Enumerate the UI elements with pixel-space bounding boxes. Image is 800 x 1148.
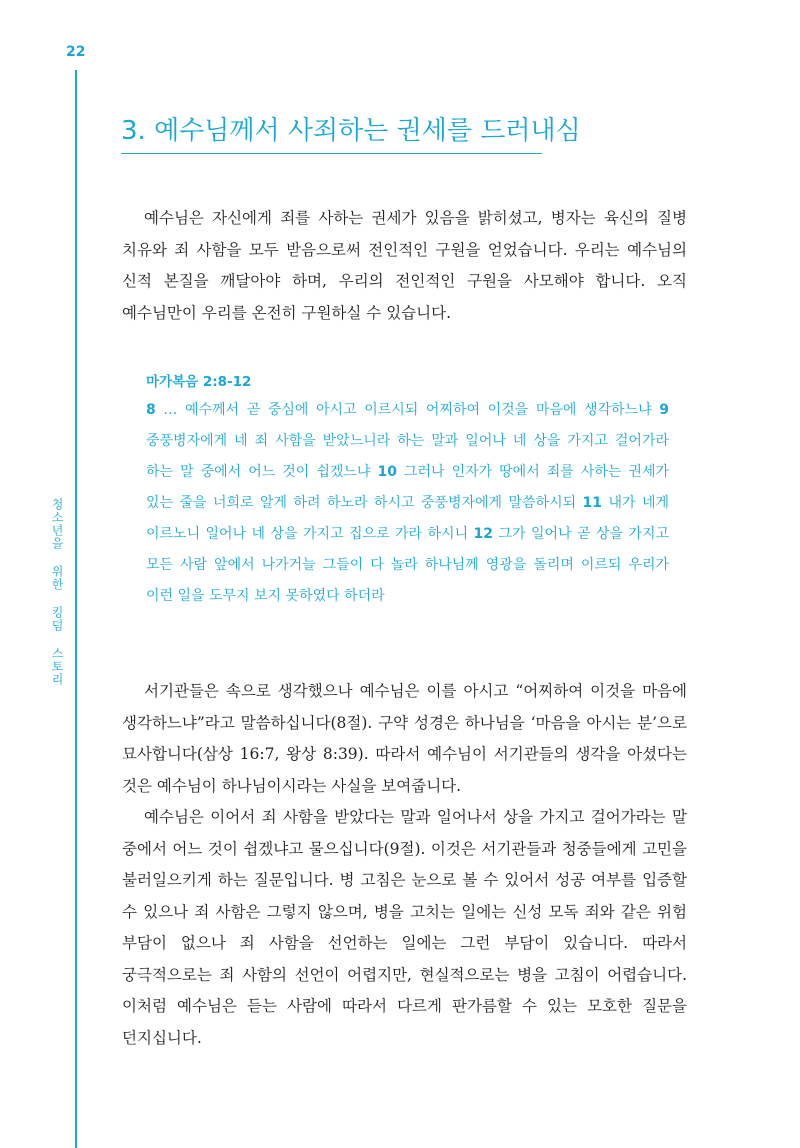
scripture-reference: 마가복음 2:8-12 bbox=[146, 374, 252, 390]
verse-number: 11 bbox=[582, 495, 603, 511]
verse-number: 9 bbox=[659, 402, 669, 418]
verse-number: 10 bbox=[377, 464, 397, 480]
side-book-title: 청소년을 위한 킹덤 스토리 bbox=[50, 498, 64, 686]
body-paragraph-3: 예수님은 이어서 죄 사함을 받았다는 말과 일어나서 상을 가지고 걸어가라는 말 중에서 어느 것이 쉽겠냐고 물으십니다(9절). 이것은 서기관들과 청중들에게 고민을 불러일으키게 하는 질문입니다. 병 고침은 눈으로 볼 수 있어서 성공 여부를 입증할 수 있으나 죄 사함은 그렇지 않으며, 병을 고치는 일에는 신성 모독 죄와 같은 위험 부담이 없으나 죄 사함을 선언하는 일에는 그런 부담이 있습니다. 따라서 궁극적으로는 죄 사함의 선언이 어렵지만, 현실적으로는 병을 고침이 어렵습니다. 이처럼 예수님은 듣는 사람에 따라서 다르게 판가름할 수 있는 모호한 질문을 던지십니다. bbox=[122, 808, 687, 1047]
side-rule bbox=[75, 70, 77, 1148]
verse-number: 8 bbox=[146, 402, 156, 418]
page-number: 22 bbox=[66, 44, 86, 60]
verse-text: 그러나 인자가 땅에서 죄를 사하는 권세가 있는 줄을 너희로 알게 하려 하노라 하시고 중풍병자에게 말씀하시되 bbox=[146, 464, 669, 511]
verse-number: 12 bbox=[473, 526, 494, 542]
verse-text: 중풍병자에게 네 죄 사함을 받았느니라 하는 말과 일어나 네 상을 가지고 걸어가라 하는 말 중에서 어느 것이 쉽겠느냐 bbox=[146, 433, 669, 480]
verse-text: 그가 일어나 곧 상을 가지고 모든 사람 앞에서 나가거늘 그들이 다 놀라 하나님께 영광을 돌리며 이르되 우리가 이런 일을 도무지 보지 못하였다 하더라 bbox=[146, 526, 670, 604]
section-title: 3. 예수님께서 사죄하는 권세를 드러내심 bbox=[121, 110, 542, 154]
body-paragraph-1: 예수님은 자신에게 죄를 사하는 권세가 있음을 밝히셨고, 병자는 육신의 질병 치유와 죄 사함을 모두 받음으로써 전인적인 구원을 얻었습니다. 우리는 예수님의 신적 본질을 깨달아야 하며, 우리의 전인적인 구원을 사모해야 합니다. 오직 예수님만이 우리를 온전히 구원하실 수 있습니다. bbox=[122, 209, 687, 322]
scripture-passage bbox=[146, 395, 669, 612]
verse-text: 내가 네게 이르노니 일어나 네 상을 가지고 집으로 가라 하시니 bbox=[146, 495, 669, 542]
verse-text: … 예수께서 곧 중심에 아시고 이르시되 어찌하여 이것을 마음에 생각하느냐 bbox=[155, 402, 660, 418]
body-paragraph-2: 서기관들은 속으로 생각했으나 예수님은 이를 아시고 “어찌하여 이것을 마음에 생각하느냐”라고 말씀하십니다(8절). 구약 성경은 하나님을 ‘마음을 아시는 분’으로 묘사합니다(삼상 16:7, 왕상 8:39). 따라서 예수님이 서기관들의 생각을 아셨다는 것은 예수님이 하나님이시라는 사실을 보여줍니다. bbox=[122, 682, 687, 795]
